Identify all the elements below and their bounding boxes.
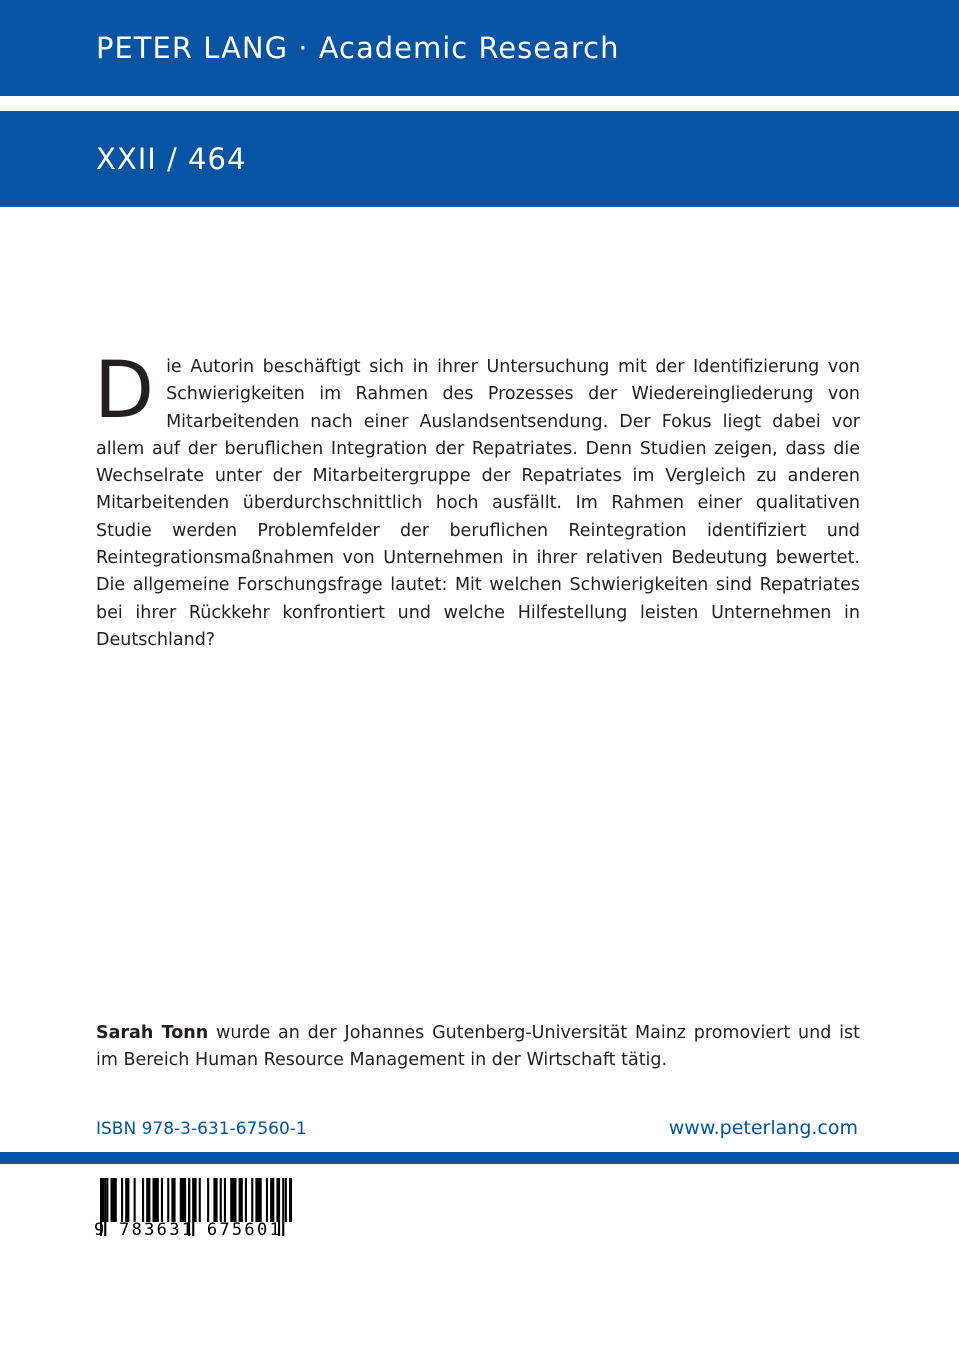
isbn-label: ISBN 978-3-631-67560-1 [96, 1119, 307, 1139]
author-bio [96, 1020, 860, 1075]
barcode-bar [180, 1178, 186, 1222]
publisher-website-link[interactable]: www.peterlang.com [668, 1117, 858, 1139]
barcode-guard-bar [282, 1178, 284, 1236]
barcode-bar [125, 1178, 129, 1222]
barcode-bar [134, 1178, 136, 1222]
barcode-bar [245, 1178, 247, 1222]
barcode-bar [285, 1178, 287, 1222]
barcode-bar [230, 1178, 236, 1222]
author-name: Sarah Tonn [96, 1023, 209, 1043]
barcode-bar [239, 1178, 243, 1222]
barcode-bar [153, 1178, 159, 1222]
barcode-bar [224, 1178, 226, 1222]
barcode-bar [106, 1178, 108, 1222]
barcode-bar [255, 1178, 261, 1222]
author-bio-text: wurde an der Johannes Gutenberg-Universität Mainz promoviert und ist im Bereich Human Resource Management in der Wirtschaft tätig. [96, 1023, 860, 1071]
barcode-bar [220, 1178, 222, 1222]
barcode-digits: 9 783631 675601 [94, 1220, 283, 1240]
barcode-bar [146, 1178, 150, 1222]
barcode-bar [121, 1178, 123, 1222]
description-text: ie Autorin beschäftigt sich in ihrer Untersuchung mit der Identifizierung von Schwierigkeiten im Rahmen des Prozesses der Wiedereingliederung von Mitarbeitenden nach einer Auslandsentsendung. Der Fokus liegt dabei vor allem auf der beruflichen Integration der Repatriates. Denn Studien zeigen, dass die Wechselrate unter der Mitarbeitergruppe der Repatriates im Vergleich zu anderen Mitarbeitenden überdurchschnittlich hoch ausfällt. Im Rahmen einer qualitativen Studie werden Problemfelder der beruflichen Reintegration identifiziert und Reintegrationsmaßnahmen von Unternehmen in ihrer relativen Bedeutung bewertet. Die allgemeine Forschungsfrage lautet: Mit welchen Schwierigkeiten sind Repatriates bei ihrer Rückkehr konfrontiert und welche Hilfestellung leisten Unternehmen in Deutschland? [96, 357, 860, 650]
publisher-series-title: PETER LANG · Academic Research [96, 31, 620, 65]
barcode-bar [251, 1178, 253, 1222]
barcode-bar [289, 1178, 292, 1222]
barcode-bar [142, 1178, 144, 1222]
barcode-bar [111, 1178, 117, 1222]
barcode-bar [199, 1178, 201, 1222]
bottom-rule [0, 1152, 959, 1164]
drop-cap-letter: D [94, 346, 155, 436]
series-number: XXII / 464 [96, 142, 247, 176]
barcode-bar [171, 1178, 175, 1222]
barcode-bar [270, 1178, 274, 1222]
book-description [94, 346, 860, 654]
barcode-bar [161, 1178, 163, 1222]
barcode-bar [266, 1178, 268, 1222]
barcode-bar [213, 1178, 217, 1222]
barcode-bar [207, 1178, 209, 1222]
barcode-bar [167, 1178, 169, 1222]
